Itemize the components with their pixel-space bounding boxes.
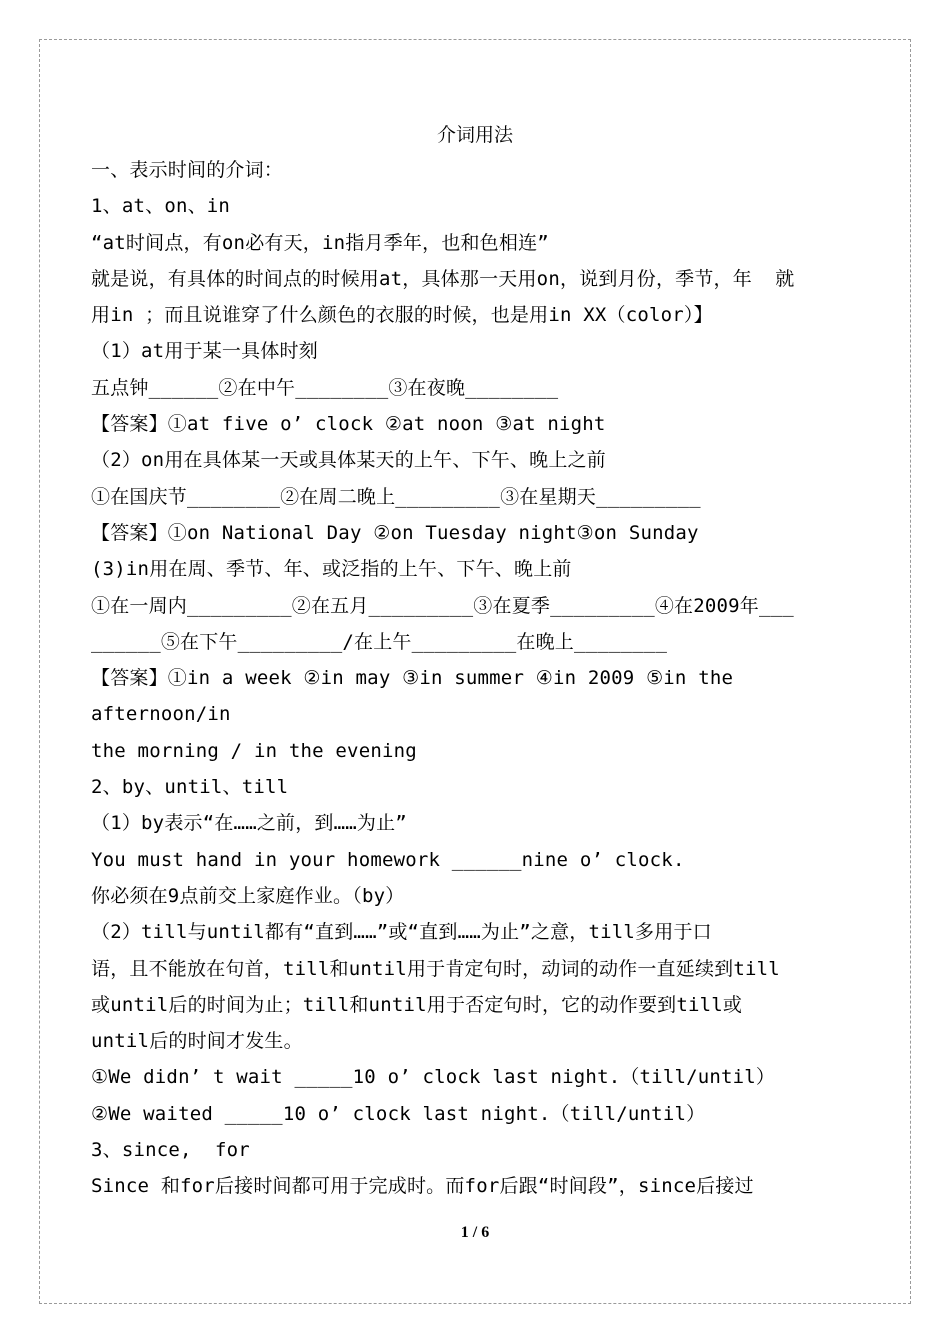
paragraph-line: 就是说，有具体的时间点的时候用at，具体那一天用on，说到月份，季节，年 就 (91, 267, 795, 290)
answer-line: afternoon/in (91, 703, 231, 726)
rule-line: （2）on用在具体某一天或具体某天的上午、下午、晚上之前 (91, 449, 606, 472)
exercise-line: ①在一周内_________②在五月_________③在夏季_________④在2009年___ (91, 594, 794, 617)
document-title: 介词用法 (436, 124, 513, 146)
exercise-line: ①We didn’ t wait _____10 o’ clock last night.（till/until） (91, 1066, 776, 1089)
paragraph-line: until后的时间才发生。 (91, 1030, 303, 1053)
exercise-line: ①在国庆节________②在周二晚上_________③在星期天_________ (91, 485, 701, 508)
document-body (91, 152, 863, 1205)
section-heading: 一、表示时间的介词： (91, 159, 284, 181)
rule-line: (3)in用在周、季节、年、或泛指的上午、下午、晚上前 (91, 558, 572, 581)
exercise-line: ______⑤在下午_________/在上午_________在晚上________ (91, 630, 668, 653)
subsection-heading: 3、since, for (91, 1139, 250, 1162)
answer-line: 【答案】①in a week ②in may ③in summer ④in 2009 ⑤in the (91, 667, 734, 690)
translation-line: 你必须在9点前交上家庭作业。（by） (91, 884, 405, 907)
exercise-line: You must hand in your homework ______nine o’ clock. (91, 848, 685, 871)
rule-line: （1）by表示“在……之前，到……为止” (91, 812, 407, 835)
answer-line: 【答案】①on National Day ②on Tuesday night③on Sunday (91, 521, 699, 544)
paragraph-line: 或until后的时间为止；till和until用于否定句时，它的动作要到till或 (91, 993, 743, 1016)
exercise-line: ②We waited _____10 o’ clock last night.（till/until） (91, 1102, 706, 1125)
rule-line: （1）at用于某一具体时刻 (91, 340, 318, 363)
subsection-heading: 2、by、until、till (91, 776, 289, 799)
exercise-line: 五点钟______②在中午________③在夜晚________ (91, 376, 559, 399)
subsection-heading: 1、at、on、in (91, 195, 231, 218)
paragraph-line: （2）till与until都有“直到……”或“直到……为止”之意，till多用于口 (91, 921, 712, 944)
paragraph-line: 语，且不能放在句首，till和until用于肯定句时，动词的动作一直延续到till (91, 957, 780, 980)
paragraph-line: 用in ；而且说谁穿了什么颜色的衣服的时候，也是用in XX（color）】 (91, 304, 713, 327)
answer-line: the morning / in the evening (91, 739, 417, 762)
answer-line: 【答案】①at five o’ clock ②at noon ③at night (91, 413, 606, 436)
page-number: 1 / 6 (460, 1224, 490, 1241)
paragraph-line: Since 和for后接时间都可用于完成时。而for后跟“时间段”，since后接过 (91, 1175, 754, 1198)
mnemonic-line: “at时间点，有on必有天，in指月季年，也和色相连” (91, 231, 549, 254)
